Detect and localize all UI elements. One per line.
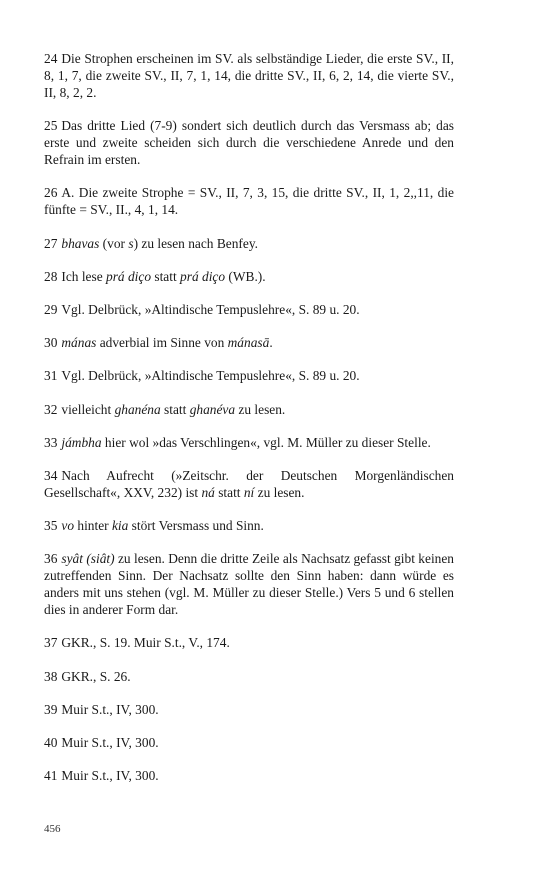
footnote-italic-term: mánas bbox=[61, 335, 97, 351]
footnote-36 bbox=[44, 550, 454, 618]
footnote-text: Nach Aufrecht (»Zeitschr. der Deutschen Morgenländischen Gesellschaft«, XXV, 232) ist bbox=[44, 467, 454, 500]
footnote-text: A. Die zweite Strophe = SV., II, 7, 3, 15, die dritte SV., II, 1, 2,,11, die fünfte = SV., II., 4, 1, 14. bbox=[44, 185, 454, 218]
footnote-39 bbox=[44, 701, 454, 718]
footnote-32 bbox=[44, 401, 454, 418]
footnote-italic-term: syât (siât) bbox=[61, 551, 115, 567]
footnote-number: 40 bbox=[44, 735, 58, 750]
footnote-italic-term: ghanéva bbox=[189, 401, 236, 417]
footnote-number: 33 bbox=[44, 434, 58, 450]
footnote-number: 39 bbox=[44, 701, 58, 717]
footnote-29 bbox=[44, 301, 454, 318]
footnote-number: 24 bbox=[44, 51, 58, 66]
footnote-text: zu lesen. Denn die dritte Zeile als Nachsatz gefasst gibt keinen zutreffenden Sinn. Der Nachsatz sollte den Sinn haben: dann würde es anders mit uns stehen (vgl. M. Müller zu dieser Stelle.) Vers 5 und 6 stellen dies in anderer Form dar. bbox=[44, 551, 455, 618]
footnote-text: statt bbox=[214, 484, 244, 500]
footnote-number: 30 bbox=[44, 335, 58, 351]
footnote-number: 27 bbox=[44, 235, 58, 251]
footnote-text: zu lesen. bbox=[235, 401, 286, 417]
footnote-text: Vgl. Delbrück, »Altindische Tempuslehre«, S. 89 u. 20. bbox=[61, 301, 360, 317]
footnote-italic-term: vo bbox=[61, 518, 75, 534]
footnote-number: 25 bbox=[44, 118, 58, 134]
footnote-italic-term: prá diço bbox=[106, 268, 152, 284]
footnote-number: 32 bbox=[44, 401, 58, 417]
footnote-text: Vgl. Delbrück, »Altindische Tempuslehre«, S. 89 u. 20. bbox=[61, 368, 360, 384]
footnote-text: Ich lese bbox=[61, 268, 107, 284]
footnote-number: 35 bbox=[44, 518, 58, 534]
footnote-number: 31 bbox=[44, 368, 58, 384]
footnote-italic-term: ghanéna bbox=[114, 401, 161, 417]
footnote-33 bbox=[44, 434, 454, 451]
footnote-text: (vor bbox=[99, 235, 129, 251]
footnote-text: statt bbox=[160, 401, 190, 417]
footnote-text: GKR., S. 26. bbox=[61, 668, 131, 684]
footnote-31 bbox=[44, 367, 454, 384]
footnote-text: zu lesen. bbox=[254, 484, 305, 500]
footnote-italic-term: ní bbox=[243, 484, 255, 500]
footnote-37 bbox=[44, 634, 454, 651]
footnote-text: stört Versmass und Sinn. bbox=[128, 518, 264, 534]
footnote-text: statt bbox=[151, 268, 181, 284]
footnote-text: Muir S.t., IV, 300. bbox=[61, 735, 159, 750]
footnote-italic-term: kia bbox=[111, 518, 129, 534]
footnote-25 bbox=[44, 117, 454, 168]
footnote-text: hinter bbox=[74, 518, 112, 534]
footnote-text: ) zu lesen nach Benfey. bbox=[133, 235, 258, 251]
footnote-text: (WB.). bbox=[225, 268, 266, 284]
footnote-number: 34 bbox=[44, 467, 58, 483]
footnote-italic-term: prá diço bbox=[180, 268, 226, 284]
footnote-35 bbox=[44, 517, 454, 534]
page-number: 456 bbox=[44, 823, 61, 835]
footnote-38 bbox=[44, 668, 454, 685]
footnote-number: 38 bbox=[44, 668, 58, 684]
footnote-text: adverbial im Sinne von bbox=[96, 335, 228, 351]
footnote-30 bbox=[44, 334, 454, 351]
footnote-number: 26 bbox=[44, 185, 58, 201]
footnote-24 bbox=[44, 50, 454, 101]
footnote-text: Muir S.t., IV, 300. bbox=[61, 701, 159, 717]
footnote-number: 41 bbox=[44, 768, 58, 784]
footnote-26 bbox=[44, 184, 454, 218]
footnote-number: 28 bbox=[44, 268, 58, 284]
footnote-italic-term: mánasā bbox=[227, 335, 270, 351]
footnote-text: Das dritte Lied (7-9) sondert sich deutlich durch das Versmass ab; das erste und zweite scheiden sich durch die verschiedene Anrede und den Refrain im ersten. bbox=[44, 118, 454, 168]
footnote-italic-term: bhavas bbox=[61, 235, 100, 251]
footnote-italic-term: s bbox=[128, 235, 134, 251]
footnote-40 bbox=[44, 734, 454, 751]
footnote-text: . bbox=[269, 335, 273, 351]
footnote-text: GKR., S. 19. Muir S.t., V., 174. bbox=[61, 635, 230, 651]
footnote-italic-term: jámbha bbox=[61, 434, 102, 450]
footnote-34 bbox=[44, 467, 454, 501]
footnote-27 bbox=[44, 235, 454, 252]
footnote-text: hier wol »das Verschlingen«, vgl. M. Müller zu dieser Stelle. bbox=[101, 434, 431, 450]
footnote-text: Muir S.t., IV, 300. bbox=[61, 768, 159, 784]
footnote-text: vielleicht bbox=[61, 401, 115, 417]
footnote-text: Die Strophen erscheinen im SV. als selbständige Lieder, die erste SV., II, 8, 1, 7, die zweite SV., II, 7, 1, 14, die dritte SV., II, 6, 2, 14, die vierte SV., II, 8, 2, 2. bbox=[44, 51, 454, 100]
footnote-41 bbox=[44, 767, 454, 784]
footnote-italic-term: ná bbox=[201, 484, 215, 500]
footnote-number: 36 bbox=[44, 551, 58, 567]
footnote-number: 37 bbox=[44, 635, 58, 651]
footnote-number: 29 bbox=[44, 301, 58, 317]
footnotes-list bbox=[44, 50, 454, 800]
footnote-28 bbox=[44, 268, 454, 285]
